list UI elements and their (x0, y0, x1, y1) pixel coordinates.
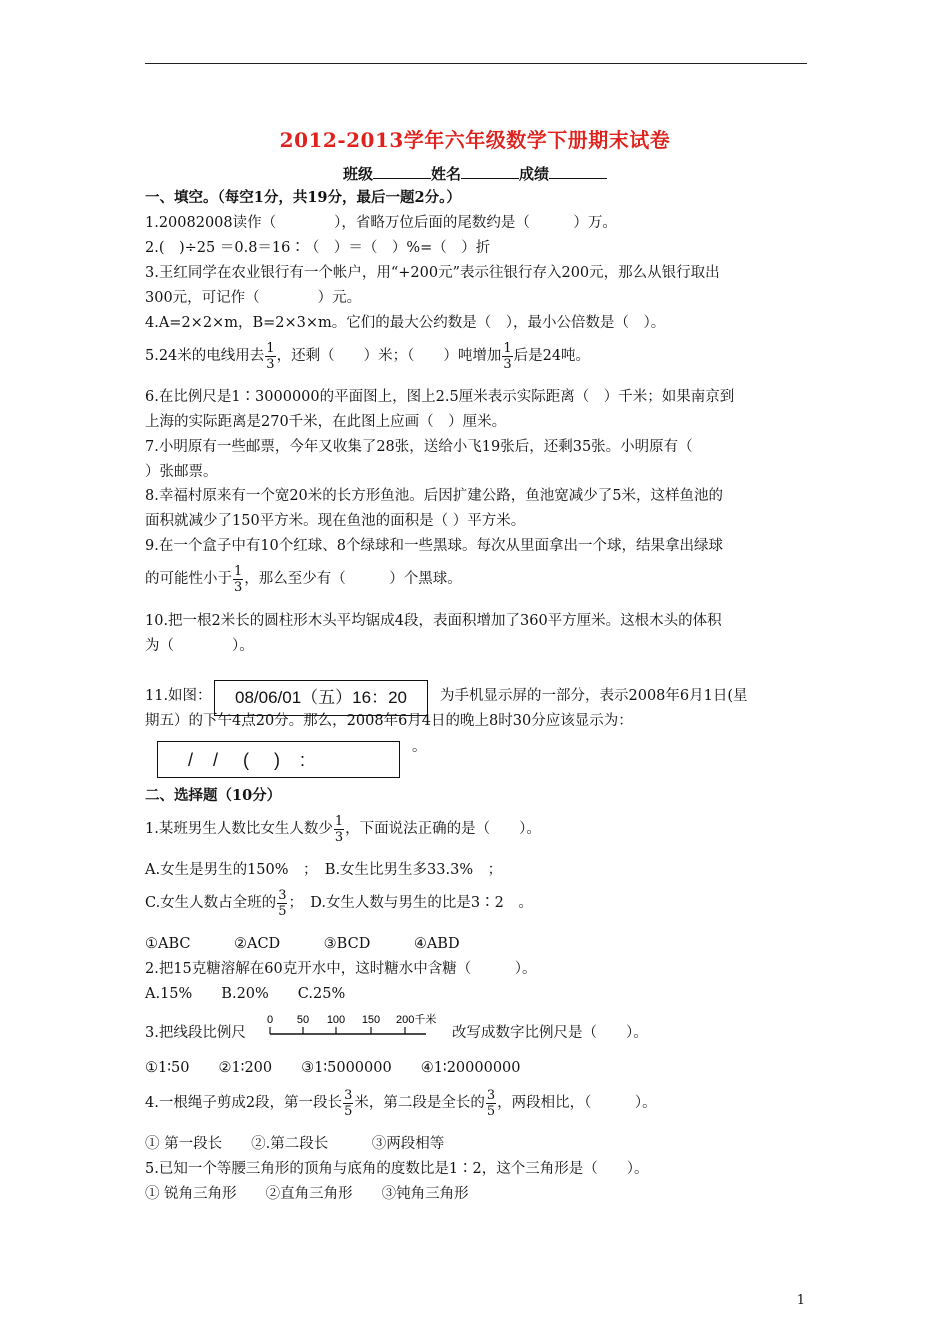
choice-options: ①ABC ②ACD ③BCD ④ABD (145, 936, 460, 952)
question-11-text: 为手机显示屏的一部分，表示2008年6月1日(星 (440, 688, 748, 704)
choice-question-4: 4.一根绳子剪成2段，第一段长 $\frac{3}{5}$ 米，第二段是全长的 $\frac{3}{5}$ ，两段相比，（ ）。 (145, 1087, 657, 1119)
choice-options-cd: C.女生人数占全班的 $\frac{3}{5}$ ； D.女生人数与男生的比是3∶2 。 (145, 887, 533, 919)
class-blank (373, 164, 431, 179)
scale-label: 0 (266, 1014, 274, 1026)
fraction-three-fifths: $\frac{3}{5}$ (486, 1087, 496, 1119)
question-line: 300元，可记作（ ）元。 (145, 290, 362, 306)
question-line: 上海的实际距离是270千米，在此图上应画（ ）厘米。 (145, 414, 507, 430)
class-label: 班级 (342, 165, 373, 183)
choice-options: ① 第一段长 ②.第二段长 ③两段相等 (145, 1136, 445, 1152)
question-line: 9.在一个盒子中有10个红球、8个绿球和一些黑球。每次从里面拿出一个球，结果拿出绿球 (145, 538, 724, 554)
choice-options: ①1∶50 ②1∶200 ③1∶5000000 ④1∶20000000 (145, 1060, 521, 1076)
choice-question-3-a: 3.把线段比例尺 (145, 1025, 246, 1041)
question-line: 10.把一根2米长的圆柱形木头平均锯成4段，表面积增加了360平方厘米。这根木头的体积 (145, 613, 722, 629)
question-line: 6.在比例尺是1∶3000000的平面图上，图上2.5厘米表示实际距离（ ）千米；如果南京到 (145, 389, 735, 405)
page-title: 2012-2013学年六年级数学下册期末试卷 (279, 128, 671, 152)
period: 。 (412, 739, 427, 755)
fraction-three-fifths: $\frac{3}{5}$ (278, 887, 287, 919)
student-info-line (0, 163, 950, 184)
score-label: 成绩 (519, 165, 550, 183)
name-label: 姓名 (430, 165, 461, 183)
choice-options: A.女生是男生的150% ； B.女生比男生多33.3% ； (145, 862, 503, 878)
choice-question-3-b: 改写成数字比例尺是（ ）。 (452, 1025, 648, 1041)
question-line: 1.20082008读作（ ），省略万位后面的尾数约是（ ）万。 (145, 215, 617, 231)
section2-heading: 二、选择题（10分） (145, 787, 282, 804)
question-line: 为（ ）。 (145, 638, 254, 654)
section1-heading: 一、填空。（每空1分，共19分，最后一题2分。） (145, 189, 461, 206)
question-line-5: 5.24米的电线用去 $\frac{1}{3}$ ，还剩（ ）米；（ ）吨增加 $\frac{1}{3}$ 后是24吨。 (145, 340, 591, 372)
question-11-label: 11.如图： (145, 688, 212, 704)
question-line: 7.小明原有一些邮票，今年又收集了28张，送给小飞19张后，还剩35张。小明原有（ (145, 439, 693, 455)
scale-label: 150 (361, 1014, 381, 1026)
phone-display-box: 08/06/01（五）16：20 (214, 680, 428, 716)
fraction-one-third: $\frac{1}{3}$ (234, 563, 243, 595)
scale-label: 200千米 (396, 1014, 437, 1026)
score-blank (549, 164, 607, 179)
answer-display-box: / / ( ) : (157, 741, 400, 778)
question-11-text-2: 期五）的下午4点20分。那么，2008年6月4日的晚上8时30分应该显示为： (145, 713, 633, 729)
fraction-one-third: $\frac{1}{3}$ (503, 340, 512, 372)
top-rule (145, 63, 807, 64)
choice-question-2: 2.把15克糖溶解在60克开水中，这时糖水中含糖（ ）。 (145, 961, 537, 977)
question-line: 面积就减少了150平方米。现在鱼池的面积是（ ）平方米。 (145, 513, 526, 529)
question-line: 4.A=2×2×m，B=2×3×m。它们的最大公约数是（ ），最小公倍数是（ ）。 (145, 315, 666, 331)
fraction-one-third: $\frac{1}{3}$ (334, 813, 344, 845)
question-line: ）张邮票。 (145, 464, 218, 480)
page-number: 1 (796, 1293, 805, 1308)
fraction-three-fifths: $\frac{3}{5}$ (344, 1087, 353, 1119)
question-line-9b: 的可能性小于 $\frac{1}{3}$ ，那么至少有（ ）个黑球。 (145, 563, 462, 595)
question-line: 3.王红同学在农业银行有一个帐户，用“+200元”表示往银行存入200元，那么从银行取出 (145, 265, 720, 281)
question-line: 2.( )÷25 ＝0.8＝16∶（ ）＝（ ）%=（ ）折 (145, 240, 491, 256)
fraction-one-third: $\frac{1}{3}$ (266, 340, 275, 372)
question-line: 8.幸福村原来有一个宽20米的长方形鱼池。后因扩建公路，鱼池宽减少了5米，这样鱼池的 (145, 488, 724, 504)
choice-options: A.15% B.20% C.25% (145, 986, 346, 1002)
choice-options: ① 锐角三角形 ②直角三角形 ③钝角三角形 (145, 1186, 469, 1202)
choice-question-5: 5.已知一个等腰三角形的顶角与底角的度数比是1∶2，这个三角形是（ ）。 (145, 1161, 649, 1177)
choice-question-1: 1.某班男生人数比女生人数少 $\frac{1}{3}$ ，下面说法正确的是（ ）。 (145, 813, 541, 845)
name-blank (461, 164, 519, 179)
line-scale-bar (268, 1012, 448, 1044)
scale-label: 50 (296, 1014, 310, 1026)
scale-label: 100 (326, 1014, 346, 1026)
